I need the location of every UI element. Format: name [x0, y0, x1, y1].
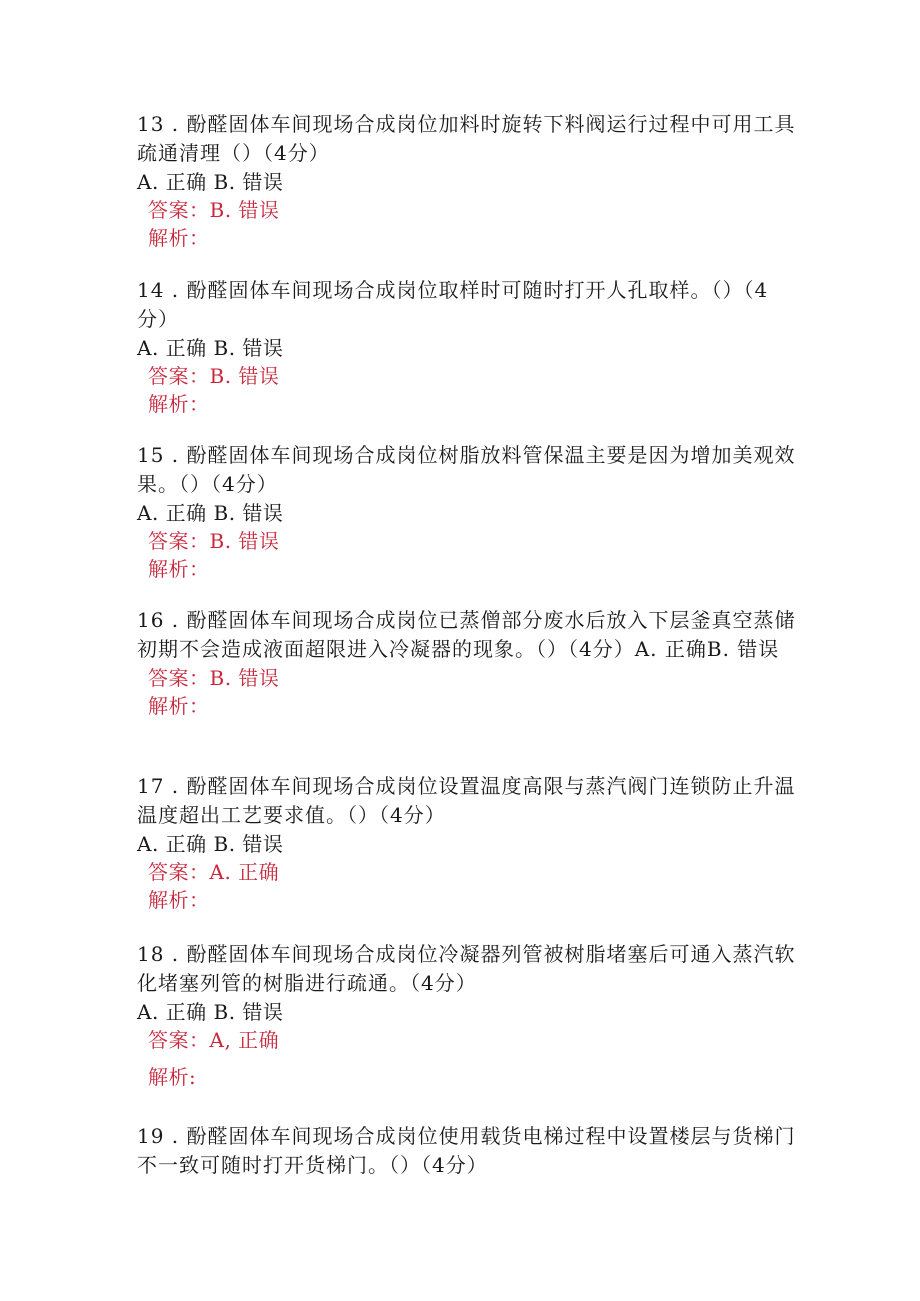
question-analysis: 解析：: [148, 557, 210, 581]
question-answer: 答案：B. 错误: [148, 529, 280, 553]
question-text: 15 . 酚醛固体车间现场合成岗位树脂放料管保温主要是因为增加美观效果。（）（4分）: [137, 443, 796, 496]
question-text: 16 . 酚醛固体车间现场合成岗位已蒸僧部分废水后放入下层釜真空蒸储初期不会造成液面超限进入冷凝器的现象。（）（4分）A. 正确B. 错误: [137, 608, 796, 661]
question-analysis: 解析:: [148, 1065, 197, 1089]
question-text: 17 . 酚醛固体车间现场合成岗位设置温度高限与蒸汽阀门连锁防止升温温度超出工艺要求值。（）（4分）: [137, 774, 796, 827]
question-options: A. 正确 B. 错误: [137, 1000, 284, 1024]
question-17: [137, 772, 797, 914]
question-19: [137, 1122, 797, 1180]
question-text: 14 . 酚醛固体车间现场合成岗位取样时可随时打开人孔取样。（）（4分）: [137, 278, 769, 331]
question-analysis: 解析：: [148, 694, 210, 718]
question-answer: 答案：A. 正确: [148, 860, 280, 884]
question-answer: 答案：A, 正确: [148, 1028, 280, 1052]
question-options: A. 正确 B. 错误: [137, 170, 284, 194]
question-text: 18 . 酚醛固体车间现场合成岗位冷凝器列管被树脂堵塞后可通入蒸汽软化堵塞列管的树脂进行疏通。（4分）: [137, 942, 796, 995]
question-options: A. 正确 B. 错误: [137, 501, 284, 525]
question-options: A. 正确 B. 错误: [137, 336, 284, 360]
question-answer: 答案：B. 错误: [148, 198, 280, 222]
question-14: [137, 276, 797, 418]
question-text: 13 . 酚醛固体车间现场合成岗位加料时旋转下料阀运行过程中可用工具疏通清理（）（4分）: [137, 112, 796, 165]
question-analysis: 解析：: [148, 392, 210, 416]
question-13: [137, 110, 797, 252]
question-16: [137, 606, 797, 720]
question-analysis: 解析：: [148, 226, 210, 250]
question-analysis: 解析：: [148, 888, 210, 912]
question-answer: 答案：B. 错误: [148, 364, 280, 388]
question-options: A. 正确 B. 错误: [137, 832, 284, 856]
question-18: [137, 940, 797, 1091]
question-15: [137, 441, 797, 583]
question-text: 19 . 酚醛固体车间现场合成岗位使用载货电梯过程中设置楼层与货梯门不一致可随时打开货梯门。（）（4分）: [137, 1124, 796, 1177]
question-answer: 答案：B. 错误: [148, 666, 280, 690]
